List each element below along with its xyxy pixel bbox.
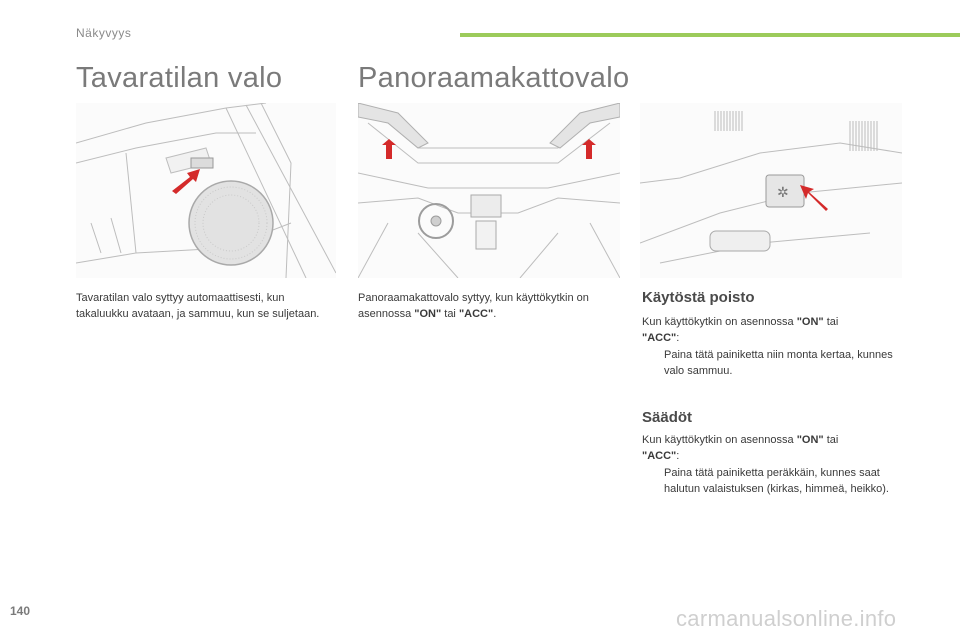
deactivation-intro [642, 314, 904, 346]
trunk-illustration-svg [76, 103, 336, 278]
title-panoramic-light: Panoraamakattovalo [358, 62, 630, 94]
vent-left [715, 111, 742, 131]
text-segment: : [676, 332, 680, 344]
text-segment: Kun käyttökytkin on asennossa [642, 316, 797, 328]
adjustment-instructions [642, 432, 904, 497]
cabin-illustration-svg [358, 103, 620, 278]
bullet-icon [642, 465, 664, 497]
speaker-grille [189, 181, 273, 265]
acc-position-label: "ACC" [642, 450, 677, 462]
bullet-icon [642, 347, 664, 379]
watermark: carmanualsonline.info [676, 606, 897, 631]
bullet-text: Paina tätä painiketta peräkkäin, kunnes saat halutun valaistuksen (kirkas, himmeä, heikko). [664, 467, 889, 495]
list-item [642, 465, 904, 497]
text-segment: . [493, 308, 497, 320]
light-icon: ✲ [777, 185, 789, 201]
text-segment: tai [441, 308, 459, 320]
bullet-text: Paina tätä painiketta niin monta kertaa, kunnes valo sammuu. [664, 349, 893, 377]
panoramic-light-description [358, 290, 620, 322]
arrow-icon [582, 139, 596, 159]
on-position-label: "ON" [796, 316, 824, 328]
trunk-light-description: Tavaratilan valo syttyy automaattisesti, kun takaluukku avataan, ja sammuu, kun se suljetaan. [76, 292, 320, 320]
arrow-icon [382, 139, 396, 159]
heading-deactivation: Käytöstä poisto [642, 289, 755, 306]
text-segment: tai [823, 316, 839, 328]
on-position-label: "ON" [414, 308, 442, 320]
panoramic-light-illustration [358, 103, 620, 278]
page-number: 140 [10, 604, 31, 618]
text-segment: : [676, 450, 680, 462]
text-segment: tai [823, 434, 839, 446]
text-segment: Panoraamakattovalo syttyy, kun käyttökytkin on asennossa [358, 292, 589, 320]
trunk-lamp [191, 158, 213, 168]
section-label: Näkyvyys [76, 26, 132, 40]
heading-adjustments: Säädöt [642, 409, 693, 426]
deactivation-instructions [642, 314, 904, 379]
trunk-light-illustration [76, 103, 336, 278]
title-trunk-light: Tavaratilan valo [76, 62, 283, 94]
list-item [642, 347, 904, 379]
adjustment-intro [642, 432, 904, 464]
acc-position-label: "ACC" [642, 332, 677, 344]
acc-position-label: "ACC" [458, 308, 494, 320]
left-light-strip [358, 103, 428, 148]
arrow-icon [172, 169, 200, 194]
text-segment: Kun käyttökytkin on asennossa [642, 434, 797, 446]
center-console [471, 195, 501, 217]
right-light-strip [550, 103, 620, 148]
ceiling-switch-illustration [640, 103, 902, 278]
on-position-label: "ON" [796, 434, 824, 446]
header-accent-bar [460, 33, 960, 37]
ceiling-illustration-svg [640, 103, 902, 278]
